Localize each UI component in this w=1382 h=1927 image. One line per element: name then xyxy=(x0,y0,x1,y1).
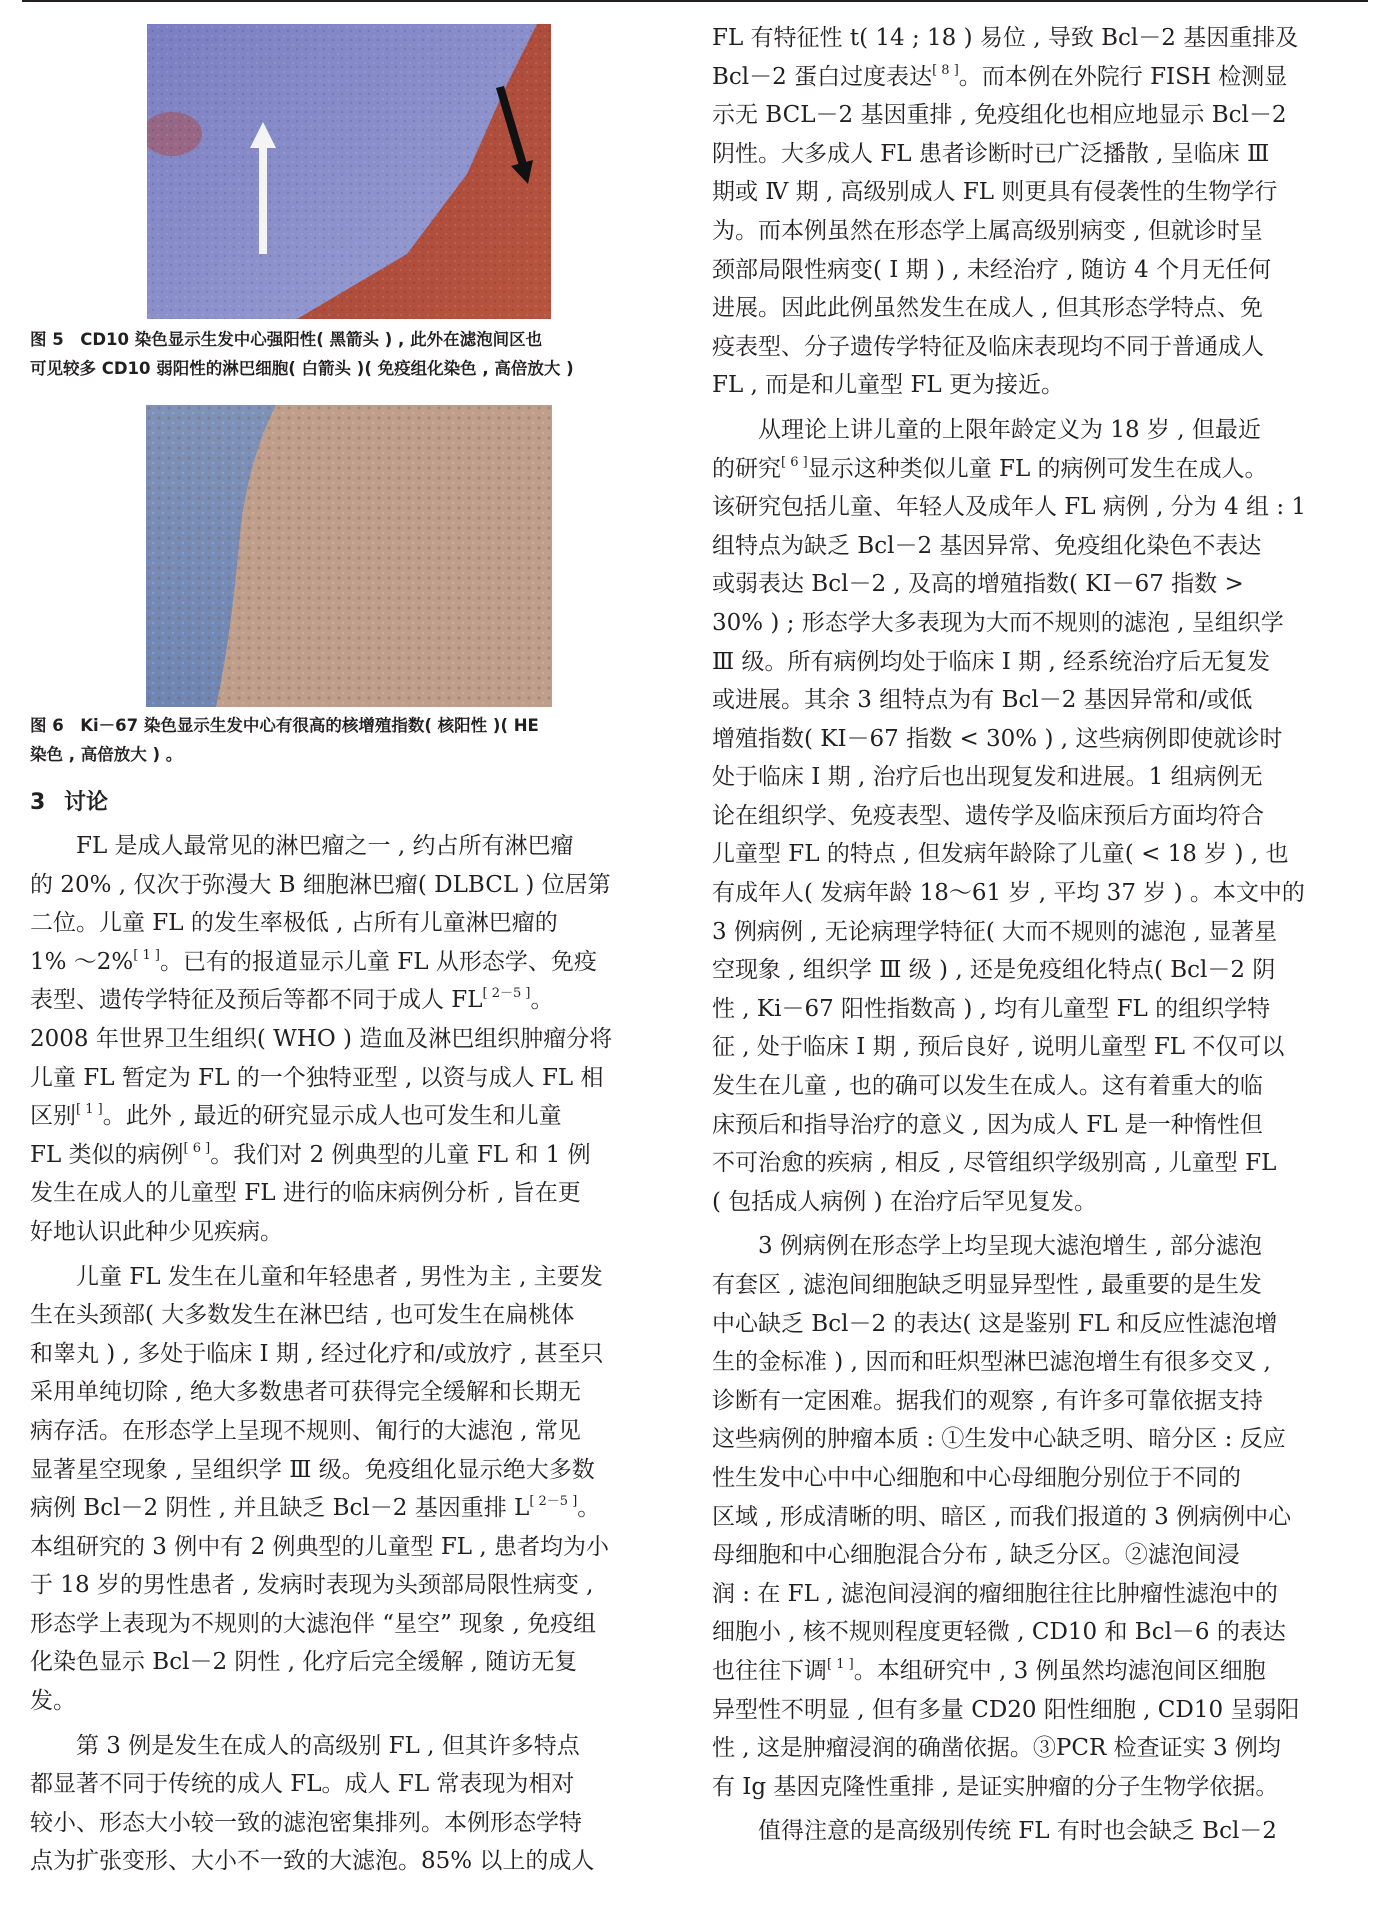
text-line: FL , 而是和儿童型 FL 更为接近。 xyxy=(712,372,1065,399)
text-line xyxy=(712,58,1356,97)
section-number: 3 xyxy=(30,790,46,815)
text-line: 处于临床 Ⅰ 期 , 治疗后也出现复发和进展。1 组病例无 xyxy=(712,764,1263,791)
citation: [ 2－5 ] xyxy=(529,1494,578,1510)
text-line: 征 , 处于临床 Ⅰ 期 , 预后良好 , 说明儿童型 FL 不仅可以 xyxy=(712,1034,1285,1061)
text-line: 儿童 FL 发生在儿童和年轻患者 , 男性为主 , 主要发 xyxy=(30,1263,603,1290)
text-line: 母细胞和中心细胞混合分布 , 缺乏分区。②滤泡间浸 xyxy=(712,1542,1240,1569)
left-column xyxy=(30,827,675,1881)
text-line: 采用单纯切除 , 绝大多数患者可获得完全缓解和长期无 xyxy=(30,1379,581,1406)
text-line: 3 例病例 , 无论病理学特征( 大而不规则的滤泡 , 显著星 xyxy=(712,918,1278,945)
text-line xyxy=(30,1489,675,1528)
text-line: 该研究包括儿童、年轻人及成年人 FL 病例 , 分为 4 组 : 1 xyxy=(712,494,1307,521)
text-line: 生在头颈部( 大多数发生在淋巴结 , 也可发生在扁桃体 xyxy=(30,1302,575,1329)
text-segment: 。 xyxy=(530,987,554,1014)
text-line: 和睾丸 ) , 多处于临床 Ⅰ 期 , 经过化疗和/或放疗 , 甚至只 xyxy=(30,1340,604,1367)
text-line: 二位。儿童 FL 的发生率极低 , 占所有儿童淋巴瘤的 xyxy=(30,910,558,937)
text-segment: 。而本例在外院行 FISH 检测显 xyxy=(958,63,1288,90)
caption-line: 可见较多 CD10 弱阳性的淋巴细胞( 白箭头 )( 免疫组化染色 , 高倍放大 ) xyxy=(30,359,574,378)
text-segment: 病例 Bcl－2 阴性 , 并且缺乏 Bcl－2 基因重排 L xyxy=(30,1495,530,1522)
text-line xyxy=(30,943,675,982)
text-line: ( 包括成人病例 ) 在治疗后罕见复发。 xyxy=(712,1188,1097,1215)
text-segment: 。已有的报道显示儿童 FL 从形态学、免疫 xyxy=(159,948,597,975)
text-line: 空现象 , 组织学 Ⅲ 级 ) , 还是免疫组化特点( Bcl－2 阴 xyxy=(712,957,1276,984)
text-segment: 表型、遗传学特征及预后等都不同于成人 FL xyxy=(30,987,483,1014)
text-line: 区域 , 形成清晰的明、暗区 , 而我们报道的 3 例病例中心 xyxy=(712,1503,1292,1530)
text-line: 30% ) ; 形态学大多表现为大而不规则的滤泡 , 呈组织学 xyxy=(712,609,1284,636)
text-line: 有套区 , 滤泡间细胞缺乏明显异型性 , 最重要的是生发 xyxy=(712,1272,1262,1298)
text-line: 为。而本例虽然在形态学上属高级别病变 , 但就诊时呈 xyxy=(712,217,1263,244)
text-line: 组特点为缺乏 Bcl－2 基因异常、免疫组化染色不表达 xyxy=(712,532,1262,559)
citation: [ 6 ] xyxy=(781,454,808,470)
text-line: 值得注意的是高级别传统 FL 有时也会缺乏 Bcl－2 xyxy=(712,1818,1277,1845)
figure-6-caption xyxy=(30,711,674,769)
text-line: 点为扩张变形、大小不一致的大滤泡。85% 以上的成人 xyxy=(30,1848,595,1875)
text-line: 性 , Ki－67 阳性指数高 ) , 均有儿童型 FL 的组织学特 xyxy=(712,995,1271,1022)
text-line: 期或 Ⅳ 期 , 高级别成人 FL 则更具有侵袭性的生物学行 xyxy=(712,179,1278,206)
text-segment: 。我们对 2 例典型的儿童 FL 和 1 例 xyxy=(210,1141,591,1168)
figure-6-micrograph xyxy=(146,405,552,707)
text-line: 论在组织学、免疫表型、遗传学及临床预后方面均符合 xyxy=(712,802,1264,829)
text-line: 3 例病例在形态学上均呈现大滤泡增生 , 部分滤泡 xyxy=(712,1233,1262,1260)
text-line: 疫表型、分子遗传学特征及临床表现均不同于普通成人 xyxy=(712,333,1264,360)
text-line: 有成年人( 发病年龄 18～61 岁 , 平均 37 岁 ) 。本文中的 xyxy=(712,880,1305,907)
caption-line: 图 5 CD10 染色显示生发中心强阳性( 黑箭头 ) , 此外在滤泡间区也 xyxy=(30,330,543,349)
text-line: 性 , 这是肿瘤浸润的确凿依据。③PCR 检查证实 3 例均 xyxy=(712,1735,1281,1762)
citation: [ 6 ] xyxy=(183,1140,211,1156)
text-line: 异型性不明显 , 但有多量 CD20 阳性细胞 , CD10 呈弱阳 xyxy=(712,1696,1300,1723)
section-title: 讨论 xyxy=(64,790,109,815)
text-line: 化染色显示 Bcl－2 阴性 , 化疗后完全缓解 , 随访无复 xyxy=(30,1649,578,1676)
text-line: 或弱表达 Bcl－2 , 及高的增殖指数( KI－67 指数 > xyxy=(712,571,1244,598)
text-line: 生的金标准 ) , 因而和旺炽型淋巴滤泡增生有很多交叉 , xyxy=(712,1349,1271,1376)
text-line xyxy=(712,450,1356,489)
text-line: 示无 BCL－2 基因重排 , 免疫组化也相应地显示 Bcl－2 xyxy=(712,102,1287,129)
text-line: 细胞小 , 核不规则程度更轻微 , CD10 和 Bcl－6 的表达 xyxy=(712,1619,1286,1646)
text-line: 这些病例的肿瘤本质 : ①生发中心缺乏明、暗分区 : 反应 xyxy=(712,1426,1286,1453)
text-segment: 区别 xyxy=(30,1103,76,1130)
text-line: 从理论上讲儿童的上限年龄定义为 18 岁 , 但最近 xyxy=(712,416,1261,443)
text-segment: 。 xyxy=(577,1495,601,1522)
text-line xyxy=(30,981,675,1020)
section-heading xyxy=(30,788,108,818)
text-segment: FL 类似的病例 xyxy=(30,1141,184,1168)
text-line: 发。 xyxy=(30,1688,76,1715)
caption-line: 图 6 Ki－67 染色显示生发中心有很高的核增殖指数( 核阳性 )( HE xyxy=(30,716,539,735)
text-line: 显著星空现象 , 呈组织学 Ⅲ 级。免疫组化显示绝大多数 xyxy=(30,1456,595,1483)
text-line: 不可治愈的疾病 , 相反 , 尽管组织学级别高 , 儿童型 FL xyxy=(712,1150,1277,1177)
figure-6-image xyxy=(146,405,552,707)
text-segment: 1% ～2% xyxy=(30,948,134,975)
text-line: 儿童型 FL 的特点 , 但发病年龄除了儿童( < 18 岁 ) , 也 xyxy=(712,841,1289,868)
text-line: 儿童 FL 暂定为 FL 的一个独特亚型 , 以资与成人 FL 相 xyxy=(30,1064,604,1091)
right-column xyxy=(712,19,1356,1851)
citation: [ 1 ] xyxy=(133,947,160,963)
text-line: 较小、形态大小较一致的滤泡密集排列。本例形态学特 xyxy=(30,1809,582,1836)
text-line: FL 有特征性 t( 14 ; 18 ) 易位 , 导致 Bcl－2 基因重排及 xyxy=(712,25,1299,51)
text-line xyxy=(30,1097,675,1136)
text-line: 发生在成人的儿童型 FL 进行的临床病例分析 , 旨在更 xyxy=(30,1180,581,1207)
text-segment: Bcl－2 蛋白过度表达 xyxy=(712,63,933,90)
text-line: 发生在儿童 , 也的确可以发生在成人。这有着重大的临 xyxy=(712,1073,1263,1100)
text-line: 进展。因此此例虽然发生在成人 , 但其形态学特点、免 xyxy=(712,295,1263,322)
text-line: 润 : 在 FL , 滤泡间浸润的瘤细胞往往比肿瘤性滤泡中的 xyxy=(712,1580,1278,1607)
figure-5-image xyxy=(147,24,551,319)
text-line: FL 是成人最常见的淋巴瘤之一 , 约占所有淋巴瘤 xyxy=(30,833,574,859)
figure-5-caption xyxy=(30,325,674,383)
text-line: Ⅲ 级。所有病例均处于临床 Ⅰ 期 , 经系统治疗后无复发 xyxy=(712,648,1271,675)
text-line: 的 20% , 仅次于弥漫大 B 细胞淋巴瘤( DLBCL ) 位居第 xyxy=(30,871,611,898)
text-line: 2008 年世界卫生组织( WHO ) 造血及淋巴组织肿瘤分将 xyxy=(30,1025,613,1052)
text-line: 增殖指数( KI－67 指数 < 30% ) , 这些病例即使就诊时 xyxy=(712,725,1283,752)
text-segment: 的研究 xyxy=(712,455,781,482)
text-line: 好地认识此种少见疾病。 xyxy=(30,1218,283,1245)
text-segment: 。本组研究中 , 3 例虽然均滤泡间区细胞 xyxy=(853,1657,1266,1684)
text-line: 阴性。大多成人 FL 患者诊断时已广泛播散 , 呈临床 Ⅲ xyxy=(712,140,1270,167)
text-line xyxy=(712,1652,1356,1691)
text-segment: 。此外 , 最近的研究显示成人也可发生和儿童 xyxy=(102,1103,562,1130)
text-line: 或进展。其余 3 组特点为有 Bcl－2 基因异常和/或低 xyxy=(712,687,1253,714)
citation: [ 1 ] xyxy=(827,1656,854,1672)
citation: [ 8 ] xyxy=(932,62,959,78)
text-line: 第 3 例是发生在成人的高级别 FL , 但其许多特点 xyxy=(30,1732,580,1759)
top-rule xyxy=(22,0,1368,2)
text-line: 性生发中心中中心细胞和中心母细胞分别位于不同的 xyxy=(712,1464,1241,1491)
caption-line: 染色 , 高倍放大 ) 。 xyxy=(30,745,183,764)
text-line: 本组研究的 3 例中有 2 例典型的儿童型 FL , 患者均为小 xyxy=(30,1533,609,1560)
citation: [ 1 ] xyxy=(76,1102,103,1118)
text-line: 有 Ig 基因克隆性重排 , 是证实肿瘤的分子生物学依据。 xyxy=(712,1773,1279,1800)
text-line: 诊断有一定困难。据我们的观察 , 有许多可靠依据支持 xyxy=(712,1387,1263,1414)
figure-5-micrograph xyxy=(147,24,551,319)
text-line: 都显著不同于传统的成人 FL。成人 FL 常表现为相对 xyxy=(30,1771,575,1798)
text-line: 病存活。在形态学上呈现不规则、匍行的大滤泡 , 常见 xyxy=(30,1417,581,1444)
text-segment: 显示这种类似儿童 FL 的病例可发生在成人。 xyxy=(807,455,1268,482)
text-line xyxy=(30,1136,675,1175)
citation: [ 2－5 ] xyxy=(482,986,531,1002)
text-line: 颈部局限性病变( Ⅰ 期 ) , 未经治疗 , 随访 4 个月无任何 xyxy=(712,256,1272,283)
text-line: 于 18 岁的男性患者 , 发病时表现为头颈部局限性病变 , xyxy=(30,1572,594,1599)
text-line: 形态学上表现为不规则的大滤泡伴 “星空” 现象 , 免疫组 xyxy=(30,1610,597,1637)
text-line: 床预后和指导治疗的意义 , 因为成人 FL 是一种惰性但 xyxy=(712,1111,1263,1138)
text-line: 中心缺乏 Bcl－2 的表达( 这是鉴别 FL 和反应性滤泡增 xyxy=(712,1310,1278,1337)
text-segment: 也往往下调 xyxy=(712,1657,827,1684)
